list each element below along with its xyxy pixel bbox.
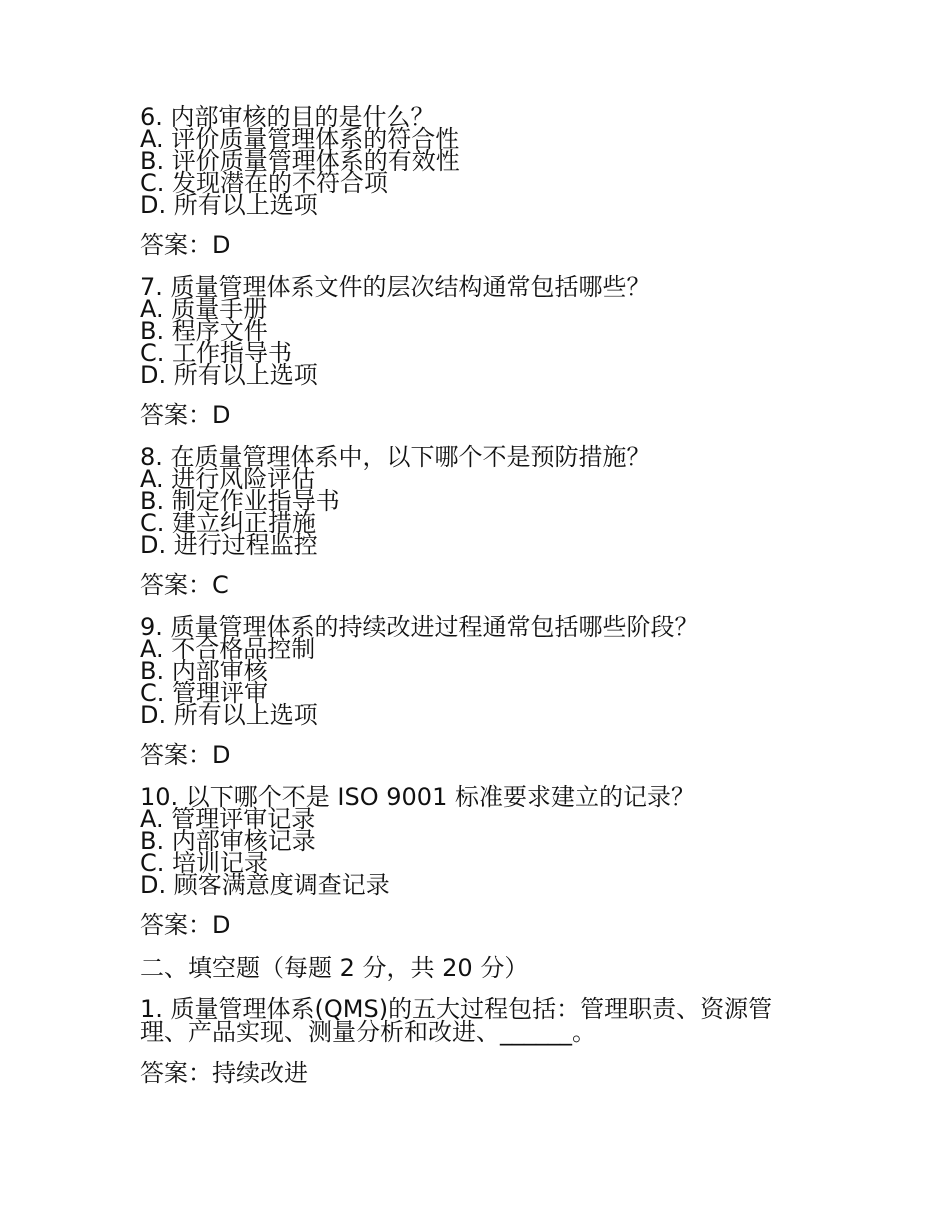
question-title: 8. 在质量管理体系中，以下哪个不是预防措施？	[140, 443, 651, 471]
question-title: 6. 内部审核的目的是什么？	[140, 103, 435, 131]
option-d: D. 所有以上选项	[140, 701, 318, 729]
question-title: 9. 质量管理体系的持续改进过程通常包括哪些阶段？	[140, 613, 699, 641]
option-b: B. 制定作业指导书	[140, 487, 340, 515]
option-b: B. 内部审核	[140, 657, 268, 685]
answer-8: 答案：C	[140, 571, 229, 599]
option-a: A. 不合格品控制	[140, 635, 316, 663]
option-c: C. 工作指导书	[140, 339, 293, 367]
option-a: A. 管理评审记录	[140, 805, 316, 833]
option-d: D. 所有以上选项	[140, 191, 318, 219]
option-d: D. 所有以上选项	[140, 361, 318, 389]
question-6	[140, 103, 820, 219]
question-title: 10. 以下哪个不是 ISO 9001 标准要求建立的记录？	[140, 783, 695, 811]
option-c: C. 管理评审	[140, 679, 269, 707]
answer-7: 答案：D	[140, 401, 231, 429]
section-title-fill-in: 二、填空题（每题 2 分，共 20 分）	[140, 954, 529, 982]
option-d: D. 进行过程监控	[140, 531, 318, 559]
option-b: B. 内部审核记录	[140, 827, 316, 855]
answer-9: 答案：D	[140, 741, 231, 769]
option-c: C. 发现潜在的不符合项	[140, 169, 389, 197]
question-7	[140, 273, 820, 389]
option-a: A. 质量手册	[140, 295, 268, 323]
option-c: C. 培训记录	[140, 849, 269, 877]
question-9	[140, 613, 820, 729]
fill-question-1: 1. 质量管理体系(QMS)的五大过程包括：管理职责、资源管理、产品实现、测量分析和改进、______。	[140, 995, 773, 1046]
question-8	[140, 443, 820, 559]
option-b: B. 评价质量管理体系的有效性	[140, 147, 460, 175]
document-page	[140, 103, 820, 1104]
fill-answer-1: 答案：持续改进	[140, 1059, 308, 1087]
answer-6: 答案：D	[140, 231, 231, 259]
option-b: B. 程序文件	[140, 317, 268, 345]
option-a: A. 进行风险评估	[140, 465, 316, 493]
question-10	[140, 783, 820, 899]
option-c: C. 建立纠正措施	[140, 509, 317, 537]
option-d: D. 顾客满意度调查记录	[140, 871, 390, 899]
question-title: 7. 质量管理体系文件的层次结构通常包括哪些？	[140, 273, 651, 301]
option-a: A. 评价质量管理体系的符合性	[140, 125, 460, 153]
answer-10: 答案：D	[140, 911, 231, 939]
